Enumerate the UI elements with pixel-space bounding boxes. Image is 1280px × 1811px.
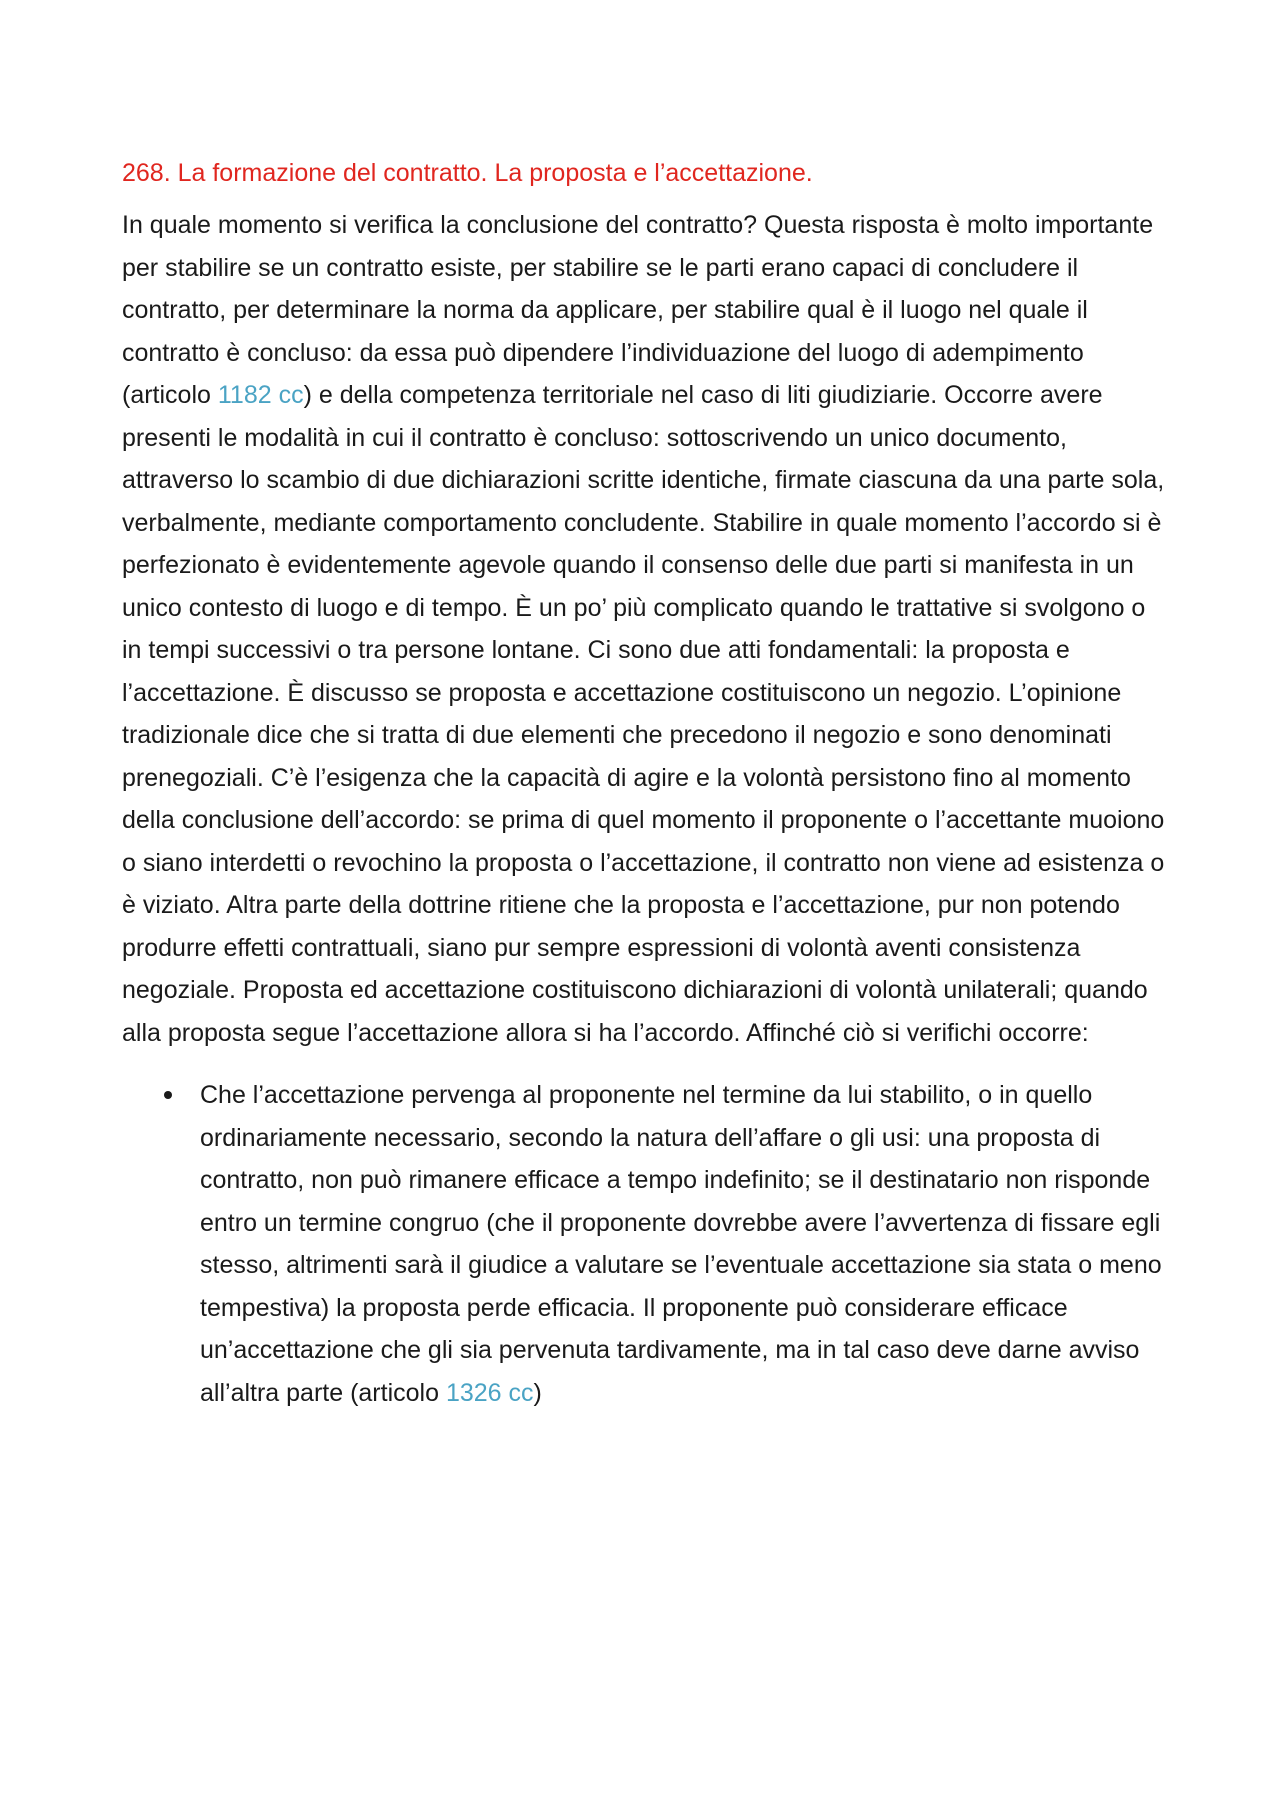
list-item-closing: ) — [533, 1378, 542, 1407]
section-heading: 268. La formazione del contratto. La proposta e l’accettazione. — [122, 159, 813, 187]
article-1182-link[interactable]: 1182 cc — [217, 381, 304, 409]
paragraph-text-part1: In quale momento si verifica la conclusione del contratto? Questa risposta è molto importante per stabilire se un contratto esiste, per stabilire se le parti erano capaci di concludere il contratto, per determinare la norma da applicare, per stabilire qual è il luogo nel quale il contratto è concluso: da essa può dipendere l’individuazione del luogo di adempimento (articolo — [122, 211, 1154, 409]
list-item — [122, 1074, 1167, 1414]
body-paragraph — [122, 204, 1167, 1054]
bullet-icon — [164, 1091, 172, 1099]
list-item-text: Che l’accettazione pervenga al proponente nel termine da lui stabilito, o in quello ordinariamente necessario, secondo la natura dell’affare o gli usi: una proposta di contratto, non può rimanere efficace a tempo indefinito; se il destinatario non risponde entro un termine congruo (che il proponente dovrebbe avere l’avvertenza di fissare egli stesso, altrimenti sarà il giudice a valutare se l’eventuale accettazione sia stata o meno tempestiva) la proposta perde efficacia. Il proponente può considerare efficace un’accettazione che gli sia pervenuta tardivamente, ma in tal caso deve darne avviso all’altra parte (articolo — [200, 1081, 1162, 1407]
paragraph-text-part2: ) e della competenza territoriale nel caso di liti giudiziarie. Occorre avere presenti le modalità in cui il contratto è concluso: sottoscrivendo un unico documento, attraverso lo scambio di due dichiarazioni scritte identiche, firmate ciascuna da una parte sola, verbalmente, mediante comportamento concludente. Stabilire in quale momento l’accordo si è perfezionato è evidentemente agevole quando il consenso delle due parti si manifesta in un unico contesto di luogo e di tempo. È un po’ più complicato quando le trattative si svolgono o in tempi successivi o tra persone lontane. Ci sono due atti fondamentali: la proposta e l’accettazione. È discusso se proposta e accettazione costituiscono un negozio. L’opinione tradizionale dice che si tratta di due elementi che precedono il negozio e sono denominati prenegoziali. C’è l’esigenza che la capacità di agire e la volontà persistono fino al momento della conclusione dell’accordo: se prima di quel momento il proponente o l’accettante muoiono o siano interdetti o revochino la proposta o l’accettazione, il contratto non viene ad esistenza o è viziato. Altra parte della dottrine ritiene che la proposta e l’accettazione, pur non potendo produrre effetti contrattuali, siano pur sempre espressioni di volontà aventi consistenza negoziale. Proposta ed accettazione costituiscono dichiarazioni di volontà unilaterali; quando alla proposta segue l’accettazione allora si ha l’accordo. Affinché ciò si verifichi occorre: — [122, 381, 1165, 1047]
bullet-list — [122, 1074, 1167, 1414]
document-page — [122, 152, 1167, 1414]
article-1326-link[interactable]: 1326 cc — [445, 1378, 534, 1407]
